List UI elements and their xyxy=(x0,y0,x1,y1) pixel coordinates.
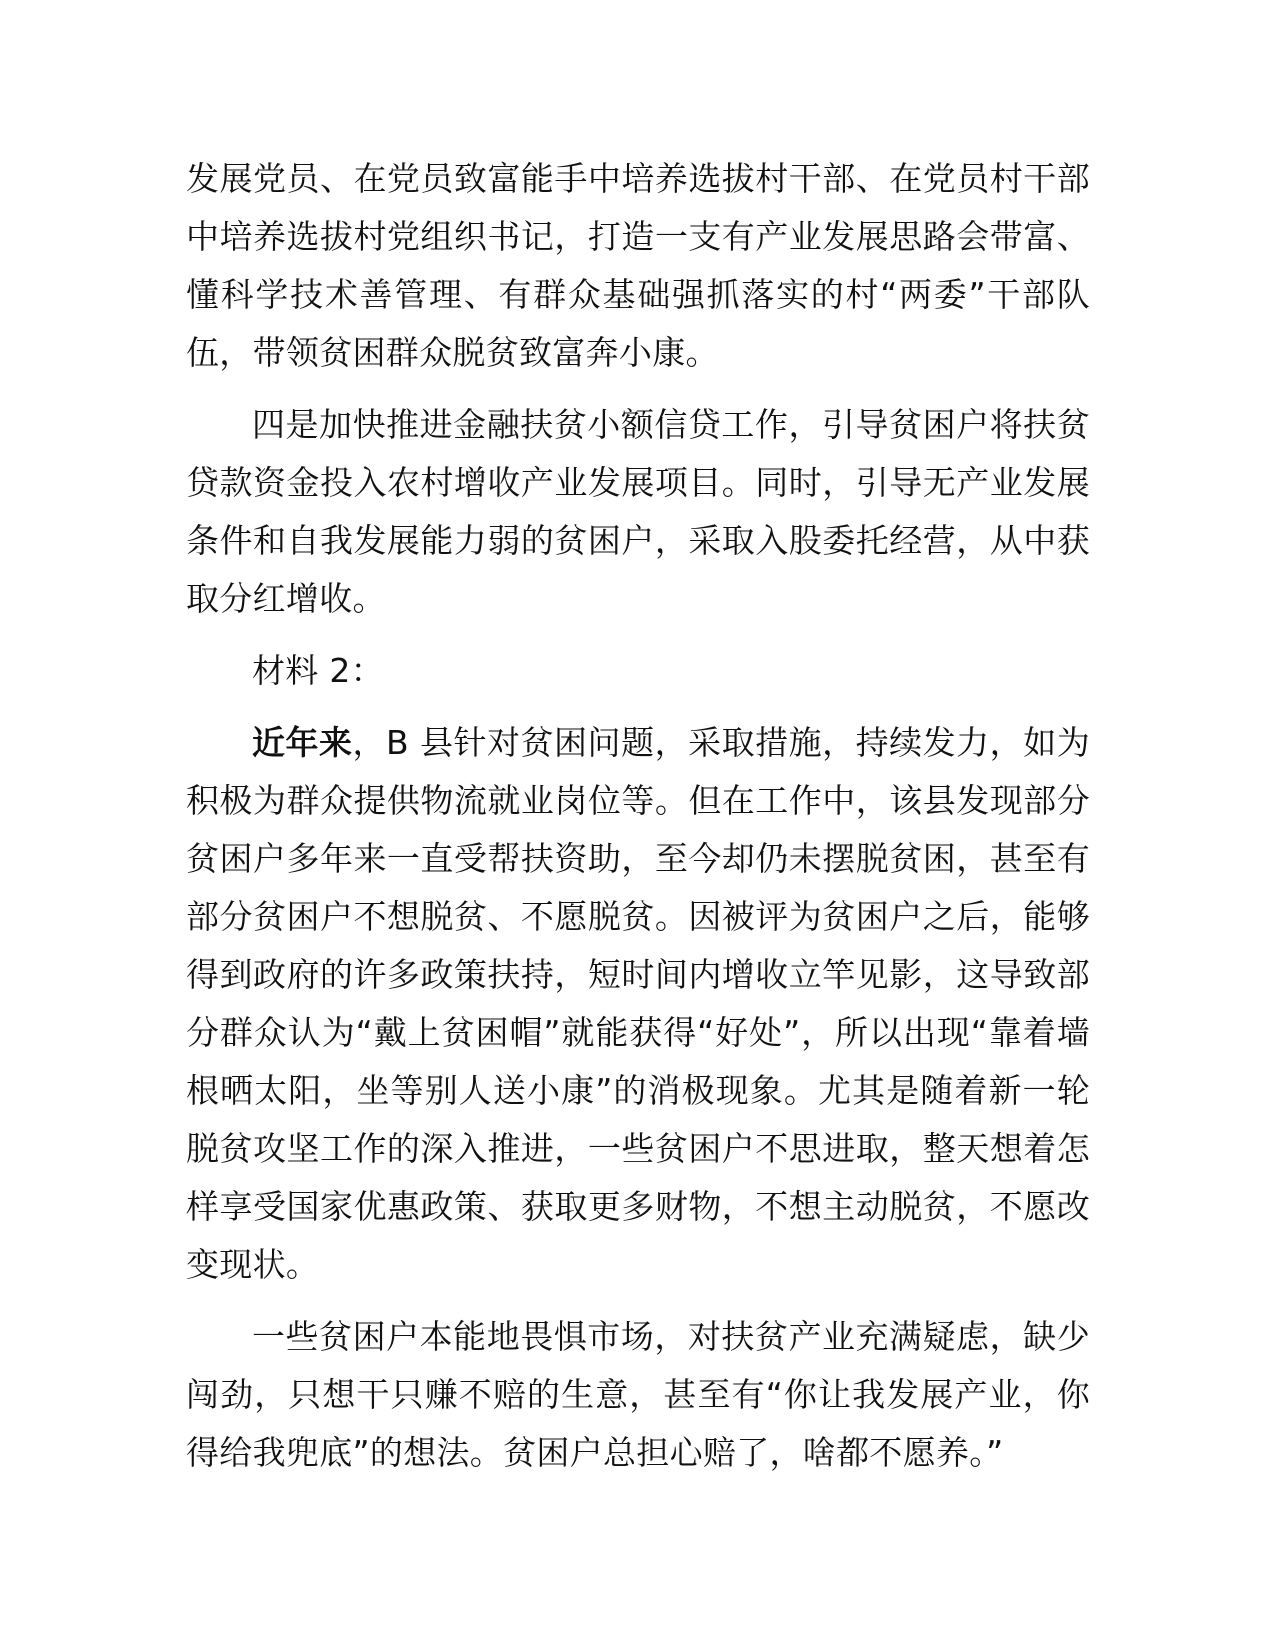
paragraph-market-fear: 一些贫困户本能地畏惧市场，对扶贫产业充满疑虑，缺少闯劲，只想干只赚不赔的生意，甚至有“你让我发展产业，你得给我兜底”的想法。贫困户总担心赔了，啥都不愿养。” xyxy=(186,1317,1090,1472)
paragraph-body-text: ，B 县针对贫困问题，采取措施，持续发力，如为积极为群众提供物流就业岗位等。但在工作中，该县发现部分贫困户多年来一直受帮扶资助，至今却仍未摆脱贫困，甚至有部分贫困户不想脱贫、不愿脱贫。因被评为贫困户之后，能够得到政府的许多政策扶持，短时间内增收立竿见影，这导致部分群众认为“戴上贫困帽”就能获得“好处”，所以出现“靠着墙根晒太阳，坐等别人送小康”的消极现象。尤其是随着新一轮脱贫攻坚工作的深入推进，一些贫困户不思进取，整天想着怎样享受国家优惠政策、获取更多财物，不想主动脱贫，不愿改变现状。 xyxy=(186,723,1091,1284)
paragraph-lead-text: 近年来 xyxy=(252,723,353,762)
paragraph-recent-years xyxy=(186,714,1090,1294)
material-label: 材料 2： xyxy=(252,651,384,690)
document-body xyxy=(186,150,1090,1496)
paragraph-continuation: 发展党员、在党员致富能手中培养选拔村干部、在党员村干部中培养选拔村党组织书记，打造一支有产业发展思路会带富、懂科学技术善管理、有群众基础强抓落实的村“两委”干部队伍，带领贫困群众脱贫致富奔小康。 xyxy=(186,159,1090,372)
paragraph-point-four: 四是加快推进金融扶贫小额信贷工作，引导贫困户将扶贫贷款资金投入农村增收产业发展项目。同时，引导无产业发展条件和自我发展能力弱的贫困户，采取入股委托经营，从中获取分红增收。 xyxy=(186,405,1090,618)
